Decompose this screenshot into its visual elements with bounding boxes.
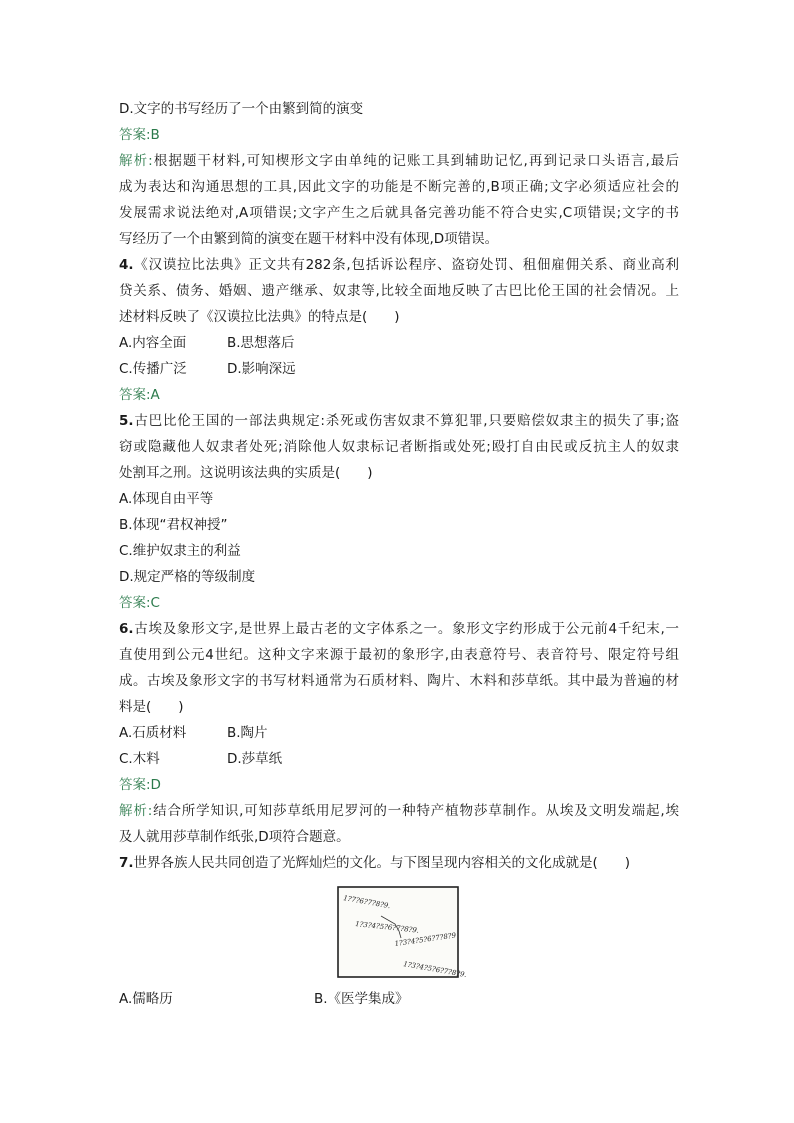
q4-stem-line: 贷关系、债务、婚姻、遗产继承、奴隶等,比较全面地反映了古巴比伦王国的社会情况。上	[119, 283, 679, 299]
q5-option-a: A.体现自由平等	[119, 491, 214, 507]
q6-analysis-line: 及人就用莎草制作纸张,D项符合题意。	[119, 829, 350, 845]
q5-stem	[119, 408, 679, 486]
numerals-figure	[119, 880, 679, 984]
q6-options-row	[119, 720, 679, 746]
figure-numeral-line: 1?7?6?7?8?9.	[342, 894, 392, 911]
q6-analysis	[119, 798, 679, 850]
q6-stem-line: 成。古埃及象形文字的书写材料通常为石质材料、陶片、木料和莎草纸。其中最为普遍的材	[119, 673, 679, 689]
figure-numeral-line: 1?3?4?5?6?7?8?9.	[354, 920, 420, 935]
q6-option-b: B.陶片	[227, 725, 268, 741]
q6-analysis-label: 解析:	[119, 803, 153, 819]
q4-option-a: A.内容全面	[119, 335, 187, 351]
q6-number: 6.	[119, 621, 134, 637]
q6-stem-line: 直使用到公元4世纪。这种文字来源于最初的象形字,由表意符号、表音符号、限定符号组	[119, 647, 679, 663]
q5-stem-line: 窃或隐藏他人奴隶者处死;消除他人奴隶标记者断指或处死;殴打自由民或反抗主人的奴隶	[119, 439, 679, 455]
document-page	[119, 96, 679, 1012]
figure-numeral-line: 1?3?4?5?6?7?8?9.	[402, 960, 468, 980]
q5-answer: 答案:C	[119, 595, 160, 611]
q6-option-d: D.莎草纸	[227, 751, 283, 767]
q4-stem	[119, 252, 679, 330]
q6-answer: 答案:D	[119, 777, 161, 793]
q4-stem-line: 述材料反映了《汉谟拉比法典》的特点是( )	[119, 309, 400, 325]
q3-analysis-line: 发展需求说法绝对,A项错误;文字产生之后就具备完善功能不符合史实,C项错误;文字的书	[119, 205, 679, 221]
q5-option-d: D.规定严格的等级制度	[119, 569, 256, 585]
q3-answer: 答案:B	[119, 127, 160, 143]
q6-stem-line: 料是( )	[119, 699, 184, 715]
q6-option-c: C.木料	[119, 751, 160, 767]
q3-analysis-label: 解析:	[119, 153, 153, 169]
q4-option-b: B.思想落后	[227, 335, 295, 351]
q4-number: 4.	[119, 257, 134, 273]
q7-options-row	[119, 986, 679, 1012]
q6-options-row	[119, 746, 679, 772]
q4-options-row	[119, 330, 679, 356]
figure-numeral-line: 1?3?4?5?6?7?8?9	[394, 931, 457, 948]
q3-analysis	[119, 148, 679, 252]
q5-option-c: C.维护奴隶主的利益	[119, 543, 241, 559]
q6-option-a: A.石质材料	[119, 725, 187, 741]
q7-option-a: A.儒略历	[119, 991, 173, 1007]
q5-stem-line: 古巴比伦王国的一部法典规定:杀死或伤害奴隶不算犯罪,只要赔偿奴隶主的损失了事;盗	[133, 413, 679, 429]
q5-number: 5.	[119, 413, 134, 429]
q3-analysis-line: 成为表达和沟通思想的工具,因此文字的功能是不断完善的,B项正确;文字必须适应社会的	[119, 179, 679, 195]
q7-stem-text: 世界各族人民共同创造了光辉灿烂的文化。与下图呈现内容相关的文化成就是( )	[133, 855, 631, 871]
q7-number: 7.	[119, 855, 134, 871]
handwritten-numerals-image	[337, 886, 468, 980]
q5-option-b: B.体现“君权神授”	[119, 517, 228, 533]
q7-stem	[119, 850, 679, 876]
q6-analysis-line: 结合所学知识,可知莎草纸用尼罗河的一种特产植物莎草制作。从埃及文明发端起,埃	[152, 803, 679, 819]
q5-stem-line: 处割耳之刑。这说明该法典的实质是( )	[119, 465, 373, 481]
q4-option-c: C.传播广泛	[119, 361, 187, 377]
q4-option-d: D.影响深远	[227, 361, 296, 377]
q4-answer: 答案:A	[119, 387, 160, 403]
q3-analysis-line: 根据题干材料,可知楔形文字由单纯的记账工具到辅助记忆,再到记录口头语言,最后	[152, 153, 679, 169]
q4-options-row	[119, 356, 679, 382]
q3-analysis-line: 写经历了一个由繁到简的演变在题干材料中没有体现,D项错误。	[119, 231, 499, 247]
q6-stem-line: 古埃及象形文字,是世界上最古老的文字体系之一。象形文字约形成于公元前4千纪末,一	[133, 621, 679, 637]
q7-option-b: B.《医学集成》	[314, 991, 409, 1007]
q6-stem	[119, 616, 679, 720]
q4-stem-line: 《汉谟拉比法典》正文共有282条,包括诉讼程序、盗窃处罚、租佃雇佣关系、商业高利	[133, 257, 679, 273]
q3-option-d: D.文字的书写经历了一个由繁到简的演变	[119, 101, 364, 117]
